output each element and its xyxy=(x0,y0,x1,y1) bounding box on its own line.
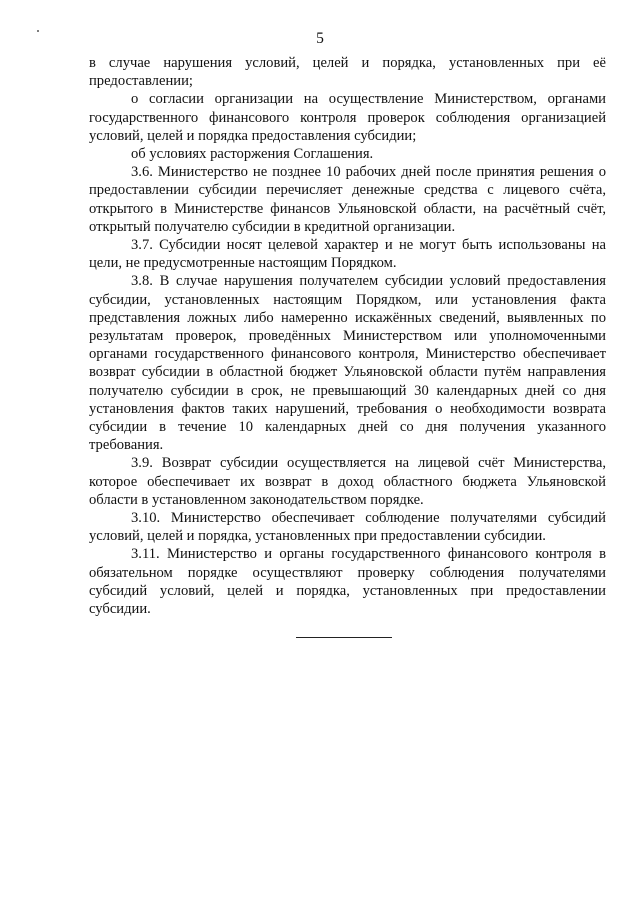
paragraph-3-6: 3.6. Министерство не позднее 10 рабочих дней после принятия решения о предоставлении субсидии перечисляет денежные средства с лицевого счёта, открытого в Министерстве финансов Ульяновской области, на расчётный счёт, открытый получателю субсидии в кредитной организации. xyxy=(89,164,606,235)
paragraph-violation-case: в случае нарушения условий, целей и порядка, установленных при её предоставлении; xyxy=(89,55,606,90)
paragraph-consent-to-inspection: о согласии организации на осуществление Министерством, органами государственного финансового контроля проверок соблюдения организацией условий, целей и порядка предоставления субсидии; xyxy=(89,91,606,144)
paragraph-3-11: 3.11. Министерство и органы государственного финансового контроля в обязательном порядке осуществляют проверку соблюдения получателями субсидий условий, целей и порядка, установленных при предоставлении субсидии. xyxy=(89,546,606,618)
paragraph-termination-terms: об условиях расторжения Соглашения. xyxy=(131,146,374,163)
paragraph-3-9: 3.9. Возврат субсидии осуществляется на лицевой счёт Министерства, которое обеспечивает их возврат в доход областного бюджета Ульяновской области в установленном законодательством порядке. xyxy=(89,455,606,508)
page-number: 5 xyxy=(316,30,324,47)
document-body xyxy=(89,54,606,618)
paragraph-3-7: 3.7. Субсидии носят целевой характер и не могут быть использованы на цели, не предусмотренные настоящим Порядком. xyxy=(89,237,606,272)
paragraph-3-10: 3.10. Министерство обеспечивает соблюдение получателями субсидий условий, целей и порядка, установленных при предоставлении субсидии. xyxy=(89,510,606,545)
end-of-document-rule xyxy=(296,637,392,638)
paragraph-3-8: 3.8. В случае нарушения получателем субсидии условий предоставления субсидии, установленных настоящим Порядком, или установления факта представления ложных либо намеренно искажённых сведений, выявленных по результатам проверок, проведённых Министерством или уполномоченными органами государственного финансового контроля, Министерство обеспечивает возврат субсидии в областной бюджет Ульяновской области путём направления получателю субсидии в срок, не превышающий 30 календарных дней со дня установления фактов таких нарушений, требования о необходимости возврата субсидии в течение 10 календарных дней со дня получения указанного требования. xyxy=(89,273,606,454)
